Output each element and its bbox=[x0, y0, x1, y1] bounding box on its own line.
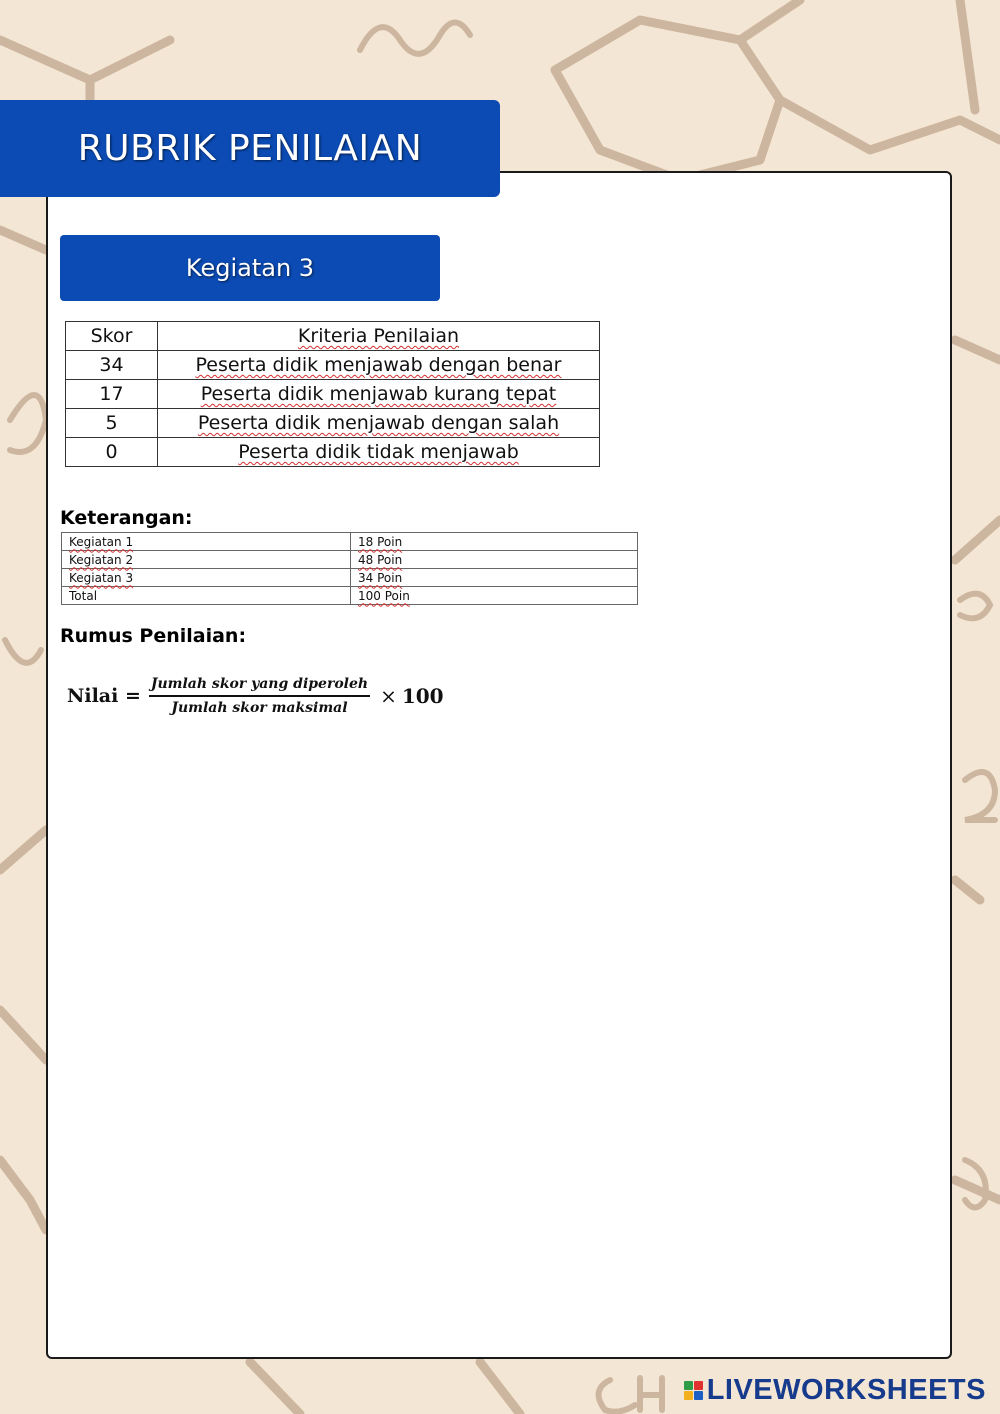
activity-name: Kegiatan 2 bbox=[62, 551, 351, 569]
section-banner bbox=[60, 235, 440, 301]
rubric-criteria: Peserta didik menjawab kurang tepat bbox=[158, 380, 600, 409]
logo-square bbox=[684, 1381, 693, 1390]
rubric-header-kriteria: Kriteria Penilaian bbox=[158, 322, 600, 351]
rubric-header-row bbox=[66, 322, 600, 351]
page-title: RUBRIK PENILAIAN bbox=[77, 128, 423, 169]
logo-square bbox=[694, 1391, 703, 1400]
activity-points: 48 Poin bbox=[351, 551, 638, 569]
table-row bbox=[66, 351, 600, 380]
multiply-sign: × bbox=[380, 683, 397, 708]
rubric-score: 5 bbox=[66, 409, 158, 438]
table-row bbox=[66, 409, 600, 438]
brand-name: LIVEWORKSHEETS bbox=[706, 1374, 986, 1406]
activity-name: Kegiatan 1 bbox=[62, 533, 351, 551]
activity-points: 18 Poin bbox=[351, 533, 638, 551]
formula-lhs: Nilai = bbox=[67, 684, 141, 707]
rubric-table bbox=[65, 321, 600, 467]
keterangan-label: Keterangan: bbox=[60, 507, 193, 529]
section-title: Kegiatan 3 bbox=[185, 254, 315, 282]
activity-name: Total bbox=[62, 587, 351, 605]
liveworksheets-logo-icon bbox=[684, 1381, 703, 1400]
table-row bbox=[66, 438, 600, 467]
rubric-criteria: Peserta didik menjawab dengan salah bbox=[158, 409, 600, 438]
logo-square bbox=[694, 1381, 703, 1390]
activity-points: 100 Poin bbox=[351, 587, 638, 605]
points-table bbox=[61, 532, 638, 605]
table-row bbox=[62, 551, 638, 569]
formula-fraction bbox=[149, 676, 370, 716]
table-row bbox=[62, 587, 638, 605]
activity-name: Kegiatan 3 bbox=[62, 569, 351, 587]
rubric-criteria: Peserta didik menjawab dengan benar bbox=[158, 351, 600, 380]
title-banner bbox=[0, 100, 500, 197]
rumus-label: Rumus Penilaian: bbox=[60, 625, 247, 647]
table-row bbox=[62, 533, 638, 551]
liveworksheets-brand[interactable] bbox=[684, 1374, 986, 1407]
rubric-score: 34 bbox=[66, 351, 158, 380]
table-row bbox=[66, 380, 600, 409]
score-formula bbox=[67, 676, 444, 716]
rubric-score: 17 bbox=[66, 380, 158, 409]
activity-points: 34 Poin bbox=[351, 569, 638, 587]
formula-denominator: Jumlah skor maksimal bbox=[171, 699, 348, 716]
table-row bbox=[62, 569, 638, 587]
rubric-header-skor: Skor bbox=[66, 322, 158, 351]
formula-numerator: Jumlah skor yang diperoleh bbox=[150, 676, 369, 692]
formula-multiplier: 100 bbox=[401, 683, 444, 708]
rubric-criteria: Peserta didik tidak menjawab bbox=[158, 438, 600, 467]
rubric-score: 0 bbox=[66, 438, 158, 467]
logo-square bbox=[684, 1391, 693, 1400]
